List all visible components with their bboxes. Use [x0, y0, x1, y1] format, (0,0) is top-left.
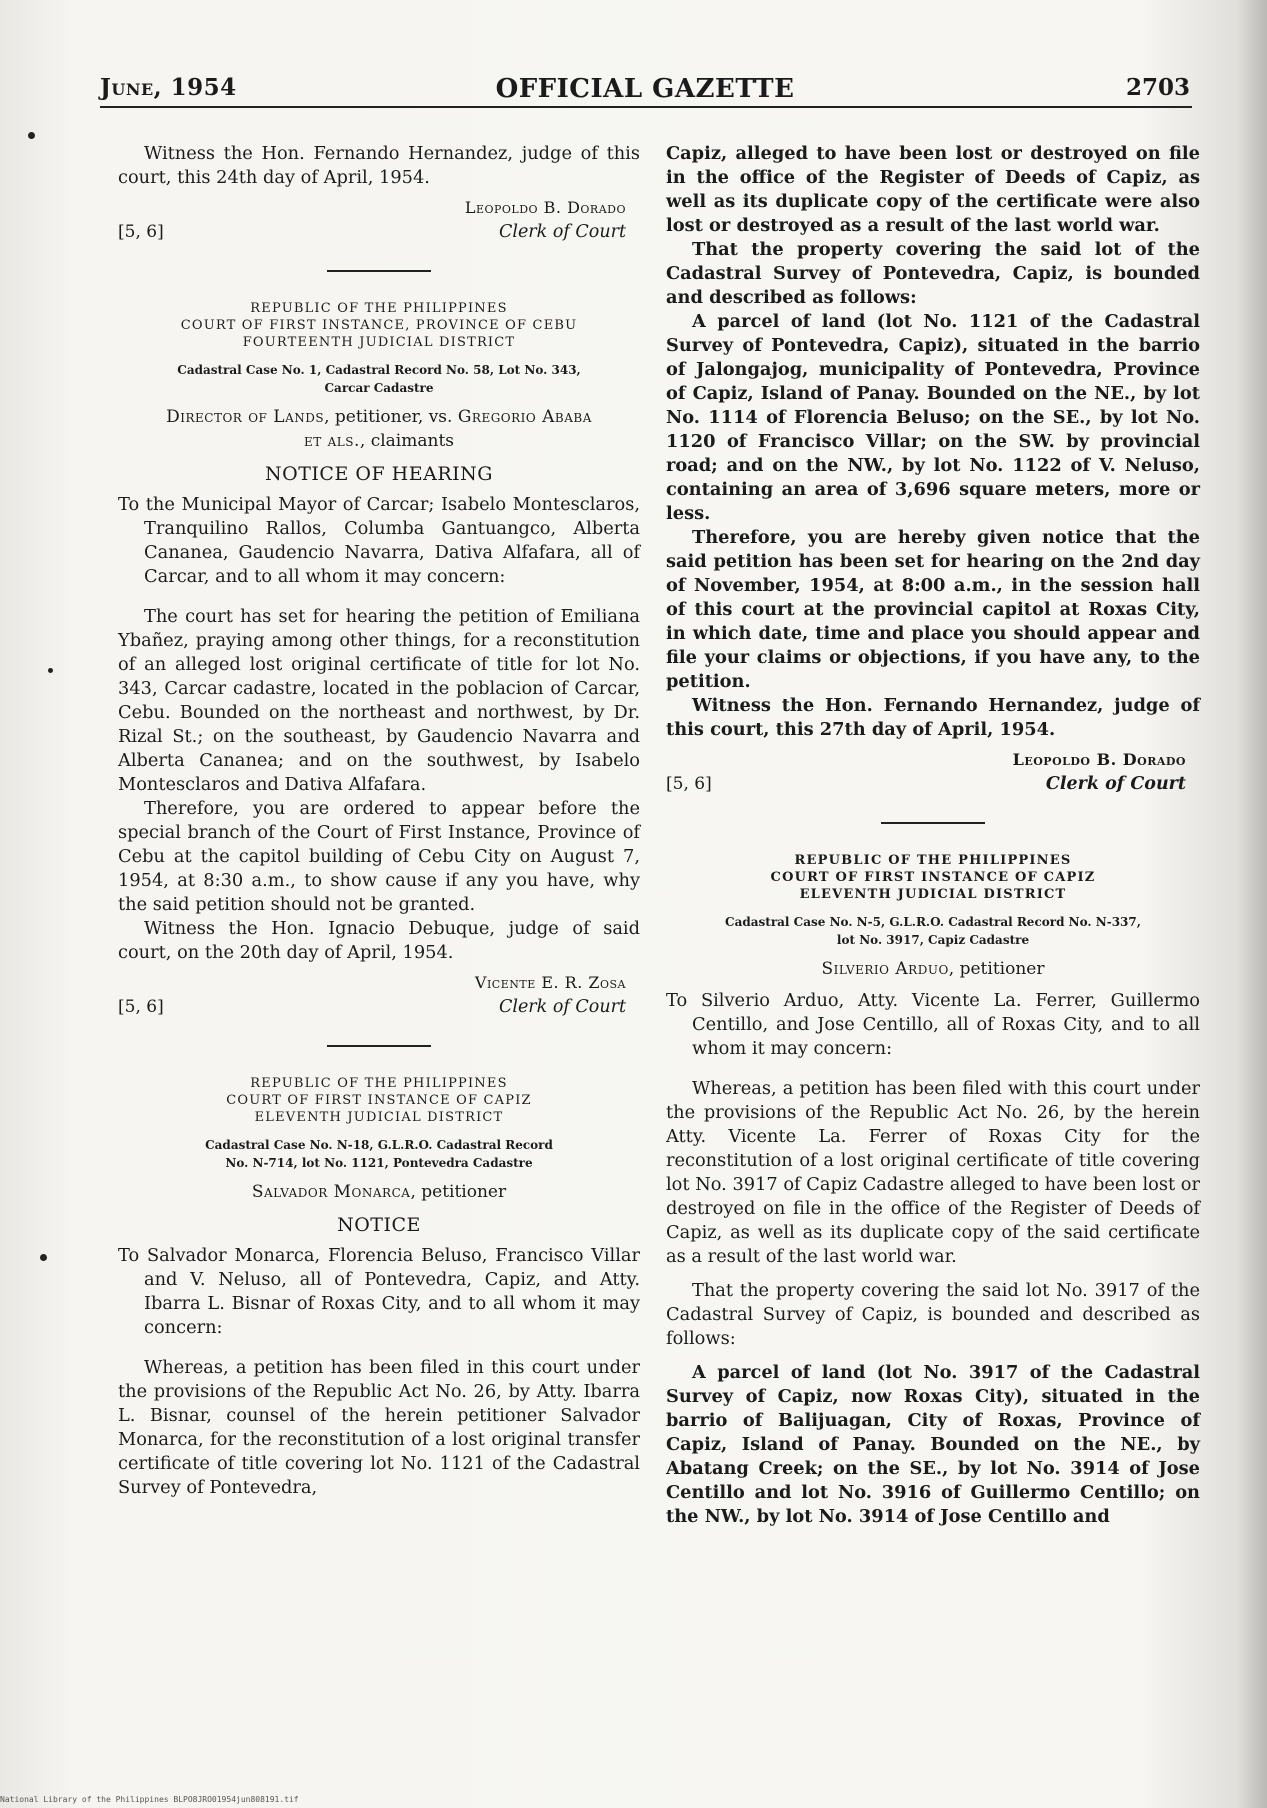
parties-text: , petitioner, vs. — [324, 407, 458, 427]
parties — [118, 405, 640, 453]
left-column — [118, 142, 640, 1500]
body-paragraph: That the property covering the said lot No. 3917 of the Cadastral Survey of Capiz, is bounded and described as follows: — [666, 1280, 1200, 1349]
section-divider — [881, 822, 985, 824]
case-line: No. N-714, lot No. 1121, Pontevedra Cadastre — [225, 1156, 533, 1170]
body-paragraph: Whereas, a petition has been filed with this court under the provisions of the Republic Act No. 26, by the herein Atty. Vicente La. Ferrer of Roxas City for the reconstitution of a lost original certificate of title covering lot No. 3917 of Capiz Cadastre alleged to have been lost or destroyed on file in the office of the Register of Deeds of Capiz, as well as its duplicate copy of the said certificate as a result of the last world war. — [666, 1078, 1200, 1267]
court-line: COURT OF FIRST INSTANCE OF CAPIZ — [226, 1093, 532, 1108]
court-line: REPUBLIC OF THE PHILIPPINES — [250, 301, 508, 316]
case-line: Cadastral Case No. N-18, G.L.R.O. Cadastral Record — [205, 1138, 553, 1152]
case-line: Cadastral Case No. N-5, G.L.R.O. Cadastral Record No. N-337, — [725, 915, 1141, 929]
issue-reference: [5, 6] — [118, 222, 164, 242]
parties-text: et als. — [303, 431, 360, 451]
scan-footer: National Library of the Philippines BLPO8JRO01954jun808191.tif — [0, 1795, 299, 1804]
signature-block — [118, 973, 640, 1023]
body-paragraph: Therefore, you are ordered to appear before the special branch of the Court of First Instance, Province of Cebu at the capitol building of Cebu City on August 7, 1954, at 8:30 a.m., to show cause if any you have, why the said petition should not be granted. — [118, 798, 640, 915]
court-line: ELEVENTH JUDICIAL DISTRICT — [254, 1110, 504, 1125]
court-line: FOURTEENTH JUDICIAL DISTRICT — [242, 335, 516, 350]
issue-date: June, 1954 — [100, 74, 237, 101]
paragraph-gap — [666, 1269, 1200, 1279]
address-paragraph: To the Municipal Mayor of Carcar; Isabelo Montesclaros, Tranquilino Rallos, Columba Gantuangco, Alberta Cananea, Gaudencio Navarra, Dativa Alfafara, all of Carcar, and to all whom it may concern: — [118, 494, 640, 587]
court-line: REPUBLIC OF THE PHILIPPINES — [250, 1076, 508, 1091]
case-line: lot No. 3917, Capiz Cadastre — [836, 933, 1030, 947]
page-number: 2703 — [1125, 74, 1190, 101]
section-divider — [327, 270, 431, 272]
body-paragraph: Capiz, alleged to have been lost or destroyed on file in the office of the Register of Deeds of Capiz, as well as its duplicate copy of the certificate were also lost or destroyed as a result of the last world war. — [666, 143, 1200, 236]
parties — [118, 1180, 640, 1204]
body-paragraph: A parcel of land (lot No. 1121 of the Cadastral Survey of Pontevedra, Capiz), situated in the barrio of Jalongajog, municipality of Pontevedra, Province of Capiz, Island of Panay. Bounded on the NE., by lot No. 1114 of Florencia Beluso; on the SE., by lot No. 1120 of Francisco Villar; on the SW. by provincial road; and on the NW., by lot No. 1122 of V. Neluso, containing an area of 3,696 square meters, more or less. — [666, 311, 1200, 524]
notice-cebu — [118, 300, 640, 1023]
scan-edge-shadow — [1237, 0, 1267, 1808]
case-line: Carcar Cadastre — [324, 381, 434, 395]
court-line: COURT OF FIRST INSTANCE, PROVINCE OF CEBU — [180, 318, 578, 333]
header-rule — [100, 106, 1192, 108]
witness-paragraph: Witness the Hon. Fernando Hernandez, judge of this court, this 27th day of April, 1954. — [666, 695, 1200, 740]
body-paragraph: A parcel of land (lot No. 3917 of the Cadastral Survey of Capiz, now Roxas City), situated in the barrio of Balijuagan, City of Roxas, Province of Capiz, Island of Panay. Bounded on the NE., by Abatang Creek; on the SE., by lot No. 3914 of Jose Centillo and lot No. 3916 of Guillermo Centillo; on the NW., by lot No. 3914 of Jose Centillo and — [666, 1362, 1200, 1527]
notice-title: NOTICE OF HEARING — [265, 463, 493, 485]
respondent-name: Gregorio Ababa — [457, 407, 592, 427]
case-reference — [666, 913, 1200, 949]
scan-speck — [40, 1254, 47, 1261]
issue-reference: [5, 6] — [666, 774, 712, 794]
parties-text: , petitioner — [410, 1182, 507, 1202]
body-paragraph: Therefore, you are hereby given notice that the said petition has been set for hearing on the 2nd day of November, 1954, at 8:00 a.m., in the session hall of this court at the provincial capitol at Roxas City, in which date, time and place you should appear and file your claims or objections, if you have any, to the petition. — [666, 527, 1200, 692]
parties — [666, 957, 1200, 981]
notice-title: NOTICE — [337, 1214, 421, 1236]
clerk-title: Clerk of Court — [1045, 774, 1186, 794]
witness-paragraph: Witness the Hon. Ignacio Debuque, judge of said court, on the 20th day of April, 1954. — [118, 918, 640, 963]
petitioner-name: Silverio Arduo — [821, 959, 949, 979]
body-paragraph: The court has set for hearing the petition of Emiliana Ybañez, praying among other things, for a reconstitution of an alleged lost original certificate of title for lot No. 343, Carcar cadastre, located in the poblacion of Carcar, Cebu. Bounded on the northeast and northwest, by Dr. Rizal St.; on the southeast, by Gaudencio Navarra and Alberta Cananea; and on the southwest, by Isabelo Montesclaros and Dativa Alfafara. — [118, 606, 640, 795]
notice-capiz-monarca-continued — [666, 142, 1200, 800]
case-reference — [118, 361, 640, 397]
scan-speck — [28, 132, 35, 139]
scan-speck — [48, 668, 53, 673]
court-line: ELEVENTH JUDICIAL DISTRICT — [799, 887, 1067, 902]
petitioner-name: Director of Lands — [166, 407, 325, 427]
petitioner-name: Salvador Monarca — [251, 1182, 411, 1202]
page-header — [100, 74, 1190, 110]
signature-block — [118, 198, 640, 248]
publication-title: OFFICIAL GAZETTE — [495, 74, 795, 104]
address-paragraph: To Salvador Monarca, Florencia Beluso, Francisco Villar and V. Neluso, all of Pontevedra, Capiz, and Atty. Ibarra L. Bisnar of Roxas City, and to all whom it may concern: — [118, 1245, 640, 1338]
notice-capiz-arduo — [666, 852, 1200, 1529]
paragraph-gap — [666, 1351, 1200, 1361]
clerk-title: Clerk of Court — [498, 997, 626, 1017]
parties-text: , claimants — [359, 431, 455, 451]
court-heading — [118, 300, 640, 351]
witness-paragraph: Witness the Hon. Fernando Hernandez, judge of this court, this 24th day of April, 1954. — [118, 143, 640, 188]
issue-reference: [5, 6] — [118, 997, 164, 1017]
parties-text: , petitioner — [948, 959, 1045, 979]
section-divider — [327, 1045, 431, 1047]
court-line: REPUBLIC OF THE PHILIPPINES — [794, 853, 1072, 868]
clerk-name: Leopoldo B. Dorado — [1012, 750, 1186, 769]
address-paragraph: To Silverio Arduo, Atty. Vicente La. Ferrer, Guillermo Centillo, and Jose Centillo, all of Roxas City, and to all whom it may concern: — [666, 990, 1200, 1059]
signature-block — [666, 750, 1200, 800]
court-heading — [118, 1075, 640, 1126]
case-reference — [118, 1136, 640, 1172]
clerk-name: Leopoldo B. Dorado — [464, 198, 626, 217]
body-paragraph: That the property covering the said lot of the Cadastral Survey of Pontevedra, Capiz, is bounded and described as follows: — [666, 239, 1200, 308]
court-line: COURT OF FIRST INSTANCE OF CAPIZ — [770, 870, 1096, 885]
clerk-name: Vicente E. R. Zosa — [474, 973, 626, 992]
body-paragraph: Whereas, a petition has been filed in this court under the provisions of the Republic Act No. 26, by Atty. Ibarra L. Bisnar, counsel of the herein petitioner Salvador Monarca, for the reconstitution of a lost original transfer certificate of title covering lot No. 1121 of the Cadastral Survey of Pontevedra, — [118, 1357, 640, 1498]
court-heading — [666, 852, 1200, 903]
notice-capiz-monarca — [118, 1075, 640, 1500]
case-line: Cadastral Case No. 1, Cadastral Record No. 58, Lot No. 343, — [177, 363, 581, 377]
right-column — [666, 142, 1200, 1529]
clerk-title: Clerk of Court — [498, 222, 626, 242]
